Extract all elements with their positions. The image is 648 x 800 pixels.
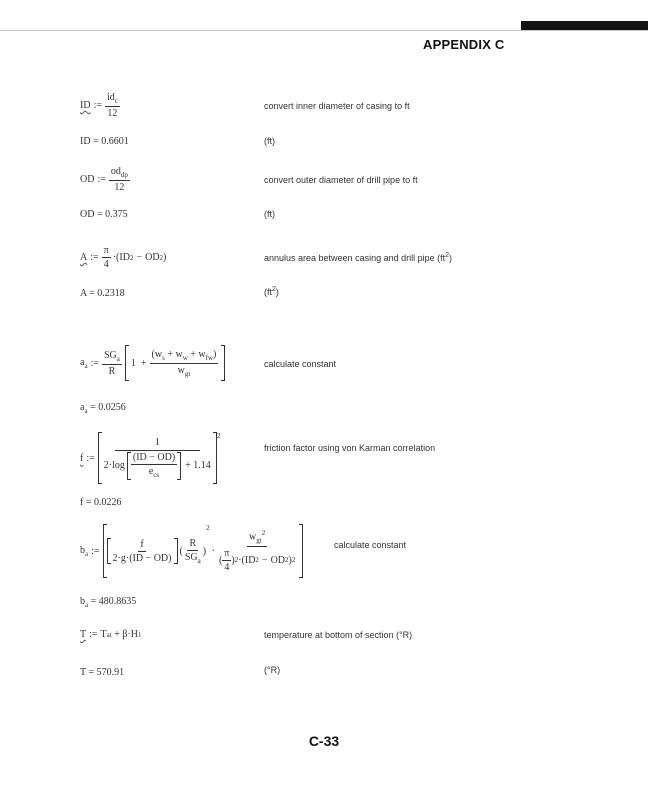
one: 1 [115,437,200,451]
unit-t: (°R) [264,665,281,675]
rhs-h-sub: 1 [137,630,142,639]
desc-a [264,252,452,263]
id-term: ID [119,252,130,263]
bracket-inner-right [177,452,181,480]
sg: SG [103,349,117,361]
ws-sub: s [162,353,165,362]
fraction-pi-4 [102,245,111,270]
result-f: f = 0.0226 [80,497,122,508]
minus: − [136,252,143,263]
desc-aa: calculate constant [264,359,337,369]
constant-114: + 1.14 [185,460,211,471]
result-ba-value: = 480.8635 [88,596,137,607]
result-id: ID = 0.6601 [80,136,129,147]
fraction-idc-12 [105,92,120,119]
ecs-sub: cs [153,471,160,479]
exp: 2 [291,556,296,565]
equation-t-definition [80,629,141,640]
sg: SG [184,551,198,563]
assign-symbol: := [89,629,98,640]
unit-od: (ft) [264,209,275,219]
denominator: 12 [107,108,118,119]
lhs-t: T [80,629,87,640]
bracket-right [299,524,303,578]
assign-symbol: := [86,452,95,464]
lhs-aa-sub: a [84,361,88,370]
sg-sub: a [197,556,201,565]
bracket-inner-right [174,538,178,564]
lhs-aa: a [80,356,85,368]
exp: 2 [234,556,239,565]
fraction-f-g [111,539,174,564]
exp: 2 [255,556,259,565]
g-term: 2·g·(ID − OD) [112,552,172,564]
wfw-sub: fw [205,353,214,362]
result-aa-sub: a [84,407,88,415]
exp: 2 [216,432,221,440]
result-od: OD = 0.375 [80,209,128,220]
result-a: A = 0.2318 [80,288,125,299]
w: w [175,348,183,360]
fraction-weights: $\frac{(w_s + w_w + w_{fw})}{w_{gt}}$ [151,348,217,378]
plus: + [140,357,147,369]
lhs-od: OD [80,174,95,185]
result-aa-value: = 0.0256 [87,402,126,413]
exp: 2 [129,253,134,262]
result-ba-sub: a [85,601,89,609]
unit-a-end: ) [275,287,279,297]
desc-a-end: ) [449,253,453,263]
lhs-ba-sub: a [85,549,89,558]
rhs-t-sub: at [106,630,112,639]
exp: 2 [285,556,289,565]
equation-a-definition: A := $\frac{\pi}{4}$ ·( ID 2 − OD 2 ) [80,245,167,270]
one: 1 [130,357,136,369]
r: R [189,537,197,549]
id-minus-od: (ID − OD) [132,452,176,463]
lhs-f: f [80,452,84,464]
numerator: id [106,92,115,103]
fraction-wgt-area: $w_{gt}^2$ ( $\frac{\pi}{4}$ ) 2 ·( ID 2 − OD 2 ) 2 [218,529,296,573]
result-t: T = 570.91 [80,667,125,678]
w: w [198,348,206,360]
r: R [108,365,116,377]
fraction-r-sg [183,538,203,565]
lhs-a: A [80,252,88,263]
f-term: f [140,538,144,550]
result-aa [80,402,126,415]
denominator: 12 [114,182,125,193]
unit-id: (ft) [264,136,275,146]
pi-symbol: π [103,245,109,256]
fraction-oddp-12 [109,166,130,193]
wgt-sub: gt [256,536,262,545]
lhs-id: ID [80,100,91,111]
pi-symbol: π [224,547,230,559]
unit-a-text: (ft [264,287,272,297]
equation-od-definition [80,166,130,193]
desc-f: friction factor using von Karman correlation [264,443,436,453]
unit-a [264,286,279,297]
equation-f-definition [80,432,220,484]
unit-a-sup: 2 [272,286,276,293]
page-number: C-33 [308,733,340,749]
id-term: ID [244,554,256,566]
w: w [154,348,163,360]
four: 4 [103,259,109,270]
result-ba-name: b [80,596,85,607]
w: w [249,531,257,543]
od-term: OD [270,554,286,566]
assign-symbol: := [90,252,99,263]
exp: 2 [261,529,266,538]
rhs-beta-h: + β·H [111,629,138,640]
result-aa-name: a [80,402,85,413]
wgt-sub: gt [184,369,191,378]
bracket-left [125,345,129,381]
fraction-friction [102,437,213,480]
exp: 2 [206,524,210,532]
exp: 2 [159,253,164,262]
od-term: OD [145,252,160,263]
assign-symbol: := [93,100,102,111]
desc-a-text: annulus area between casing and drill pipe (ft [264,253,446,263]
rhs-t: T [100,629,107,640]
numerator-sub: dp [120,171,128,179]
equation-aa-definition [80,345,225,381]
desc-od: convert outer diameter of drill pipe to ft [264,175,418,185]
numerator-sub: c [114,97,118,105]
minus: − [261,554,268,566]
assign-symbol: := [90,357,99,369]
lhs-ba: b [80,544,85,556]
fraction-relative-roughness [131,452,177,479]
w: w [177,364,185,376]
fraction-sg-r [102,350,122,377]
assign-symbol: := [91,545,100,557]
equation-id-definition [80,92,120,119]
fraction-pi-4 [222,548,231,573]
header-rule [0,30,648,31]
equation-ba-definition: $b_a$ := $\frac{f}{2\cdot g\cdot(ID - OD)}$ ( $\frac{R}{SG_a}$ ) 2 · $w_{gt}^2$ ( $\frac{\pi}{4}$ ) 2 ·( ID 2 − OD 2 ) 2 [80,524,303,578]
desc-ba: calculate constant [334,540,407,550]
bracket-right [221,345,225,381]
log: 2·log [103,460,125,471]
desc-id: convert inner diameter of casing to ft [264,101,410,111]
desc-t: temperature at bottom of section (°R) [264,630,413,640]
result-ba [80,596,136,609]
assign-symbol: := [97,174,106,185]
numerator: od [110,166,121,177]
appendix-title: APPENDIX C [423,37,505,52]
desc-a-sup: 2 [445,252,450,259]
ww-sub: w [182,353,188,362]
e: e [148,466,154,477]
sg-sub: a [116,354,120,363]
four: 4 [224,561,230,573]
